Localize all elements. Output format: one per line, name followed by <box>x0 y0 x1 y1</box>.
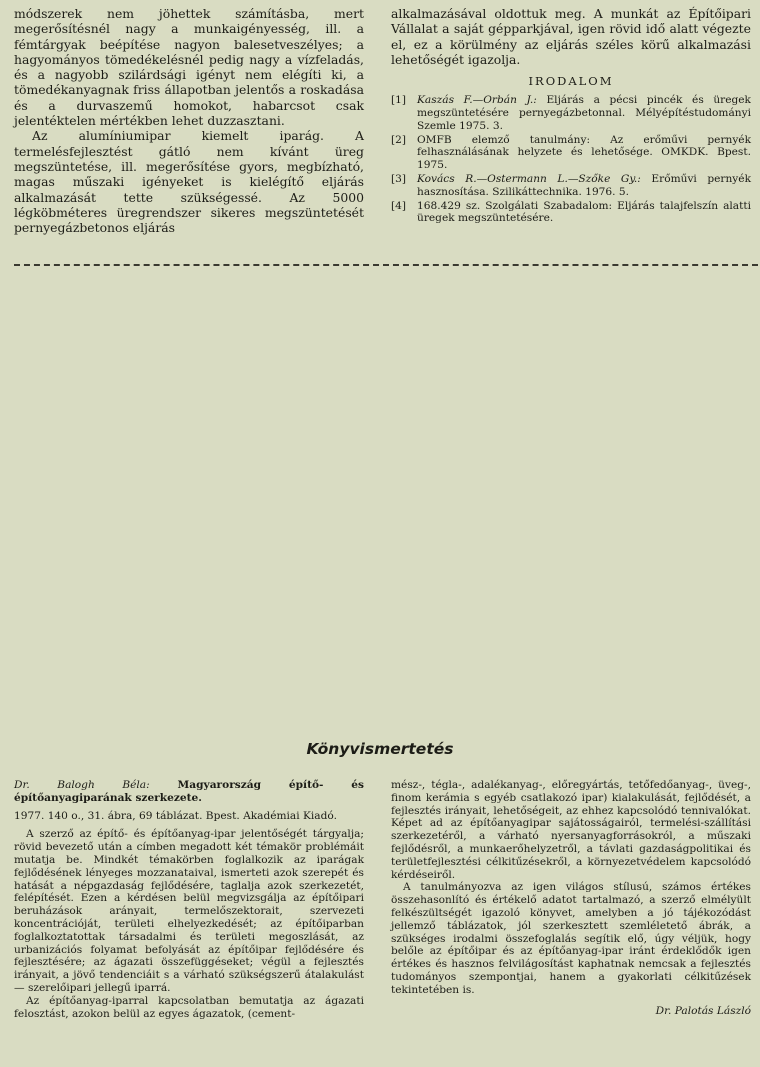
reference-item <box>391 94 751 132</box>
review-paragraph: A szerző az építő- és építőanyag-ipar jelentőségét tárgyalja; rövid bevezető után a címben megadott két témakör problémáit mutatja be. Mindkét témakörben foglalkozik az iparágak fejlődésének lényeges mozzanataival, ismerteti azok szerepét és hatását a népgazdaság fejlődésére, taglalja azok szerkezetét, felépítését. Ezen a kérdésen belül megvizsgálja az építőipari beruházások arányait, termelőszektorait, szervezeti koncentrációját, területi elhelyezkedését; az építőiparban foglalkoztatottak társadalmi és területi megoszlását, az urbanizációs folyamat befolyását az építőipar fejlődésére és fejlesztésére; az ágazati összefüggéseket; végül a fejlesztés irányait, a jövő tendenciáit s a várható szükségszerű átalakulást — szerelőipari jellegű iparrá. <box>14 828 364 994</box>
article-column-left <box>14 6 364 235</box>
reference-authors: Kaszás F.—Orbán J.: <box>417 94 537 107</box>
references-heading: IRODALOM <box>528 74 614 89</box>
review-signature: Dr. Palotás László <box>655 1004 751 1017</box>
review-column-right <box>391 779 751 1017</box>
review-header <box>14 779 364 805</box>
review-paragraph: mész-, tégla-, adalékanyag-, előregyártás, tetőfedőanyag-, üveg-, finom kerámia s egyéb csatlakozó ipar) kialakulását, fejlődését, a fejlesztés irányait, lehetőségeit, az ehhez kapcsolódó tennivalókat. Képet ad az építőanyagipar sajátosságairól, termelési-szállítási szerkezetéről, a várható nyersanyagforrásokról, a műszaki fejlődésről, a munkaerőhelyzetről, a távlati gazdaságpolitikai és területfejlesztési célkitűzésekről, a környezetvédelem kapcsolódó kérdéseiről. <box>391 779 751 881</box>
review-author: Dr. Balogh Béla: <box>14 779 150 791</box>
reference-number: [1] <box>391 94 407 107</box>
article-paragraph: alkalmazásával oldottuk meg. A munkát az Építőipari Vállalat a saját gépparkjával, igen rövid idő alatt végezte el, ez a körülmény az eljárás széles körű alkalmazási lehetőségét igazolja. <box>391 6 751 67</box>
reference-number: [2] <box>391 133 407 146</box>
references-list <box>391 94 751 225</box>
book-title: Magyarország építő- és építőanyagiparának szerkezete. <box>14 779 365 804</box>
review-paragraph: A tanulmányozva az igen világos stílusú, számos értékes összehasonlító és értékelő adatot tartalmazó, a szerző elmélyült felkészültségét igazoló könyvet, amelyben a jó tájékozódást jellemző táblázatok, jól szerkesztett szemléletető ábrák, a szükséges irodalmi összefoglalás segítik elő, úgy véljük, hogy belőle az építőipar és az építőanyag-ipar iránt érdeklődők igen értékes és hasznos felvilágosítást kaphatnak nemcsak a fejlesztés tudományos szempontjai, hanem a gyakorlati célkitűzések tekintetében is. <box>391 881 751 996</box>
separator-rule <box>14 264 758 266</box>
review-paragraph: Az építőanyag-iparral kapcsolatban bemutatja az ágazati felosztást, azokon belül az egyes ágazatok, (cement- <box>14 994 364 1020</box>
article-column-right <box>391 6 751 226</box>
reference-authors: Kovács R.—Ostermann L.—Szőke Gy.: <box>417 172 641 185</box>
reference-item <box>391 200 751 226</box>
section-title: Könyvismertetés <box>306 740 454 758</box>
reference-number: [3] <box>391 172 407 185</box>
reference-text: OMFB elemző tanulmány: Az erőművi pernyék felhasználásának helyzete és lehetősége. OMKDK. Bpest. 1975. <box>417 133 751 172</box>
book-bibliography: 1977. 140 o., 31. ábra, 69 táblázat. Bpest. Akadémiai Kiadó. <box>14 809 337 822</box>
review-column-left <box>14 779 364 1020</box>
reference-number: [4] <box>391 199 407 212</box>
reference-text: Eljárás a pécsi pincék és üregek megszüntetésére pernyegázbetonnal. Mélyépítéstudományi Szemle 1975. 3. <box>417 94 751 132</box>
article-paragraph: módszerek nem jöhettek számításba, mert megerősítésnél nagy a munkaigényesség, ill. a fémtárgyak beépítése nagyon balesetveszélyes; a hagyományos tömedékelésnél pedig nagy a vízfeladás, és a nagyobb szilárdsági igényt nem elégíti ki, a tömedékanyagnak friss állapotban jelentős a roskadása és a durvaszemű homokot, habarcsot csak jelentéktelen mértékben lehet duzzasztani. <box>14 6 364 129</box>
reference-item <box>391 173 751 199</box>
reference-text: 168.429 sz. Szolgálati Szabadalom: Eljárás talajfelszín alatti üregek megszüntetésére. <box>417 199 751 225</box>
reference-item <box>391 134 751 172</box>
reference-text: Erőművi pernyék hasznosítása. Szilikáttechnika. 1976. 5. <box>417 172 751 198</box>
article-paragraph: Az alumíniumipar kiemelt iparág. A termelésfejlesztést gátló nem kívánt üreg megszüntetése, ill. megerősítése gyors, megbízható, magas műszaki igényeket is kielégítő eljárás alkalmazását tette szükségessé. Az 5000 légköbméteres üregrendszer sikeres megszüntetését pernyegázbetonos eljárás <box>14 128 364 236</box>
